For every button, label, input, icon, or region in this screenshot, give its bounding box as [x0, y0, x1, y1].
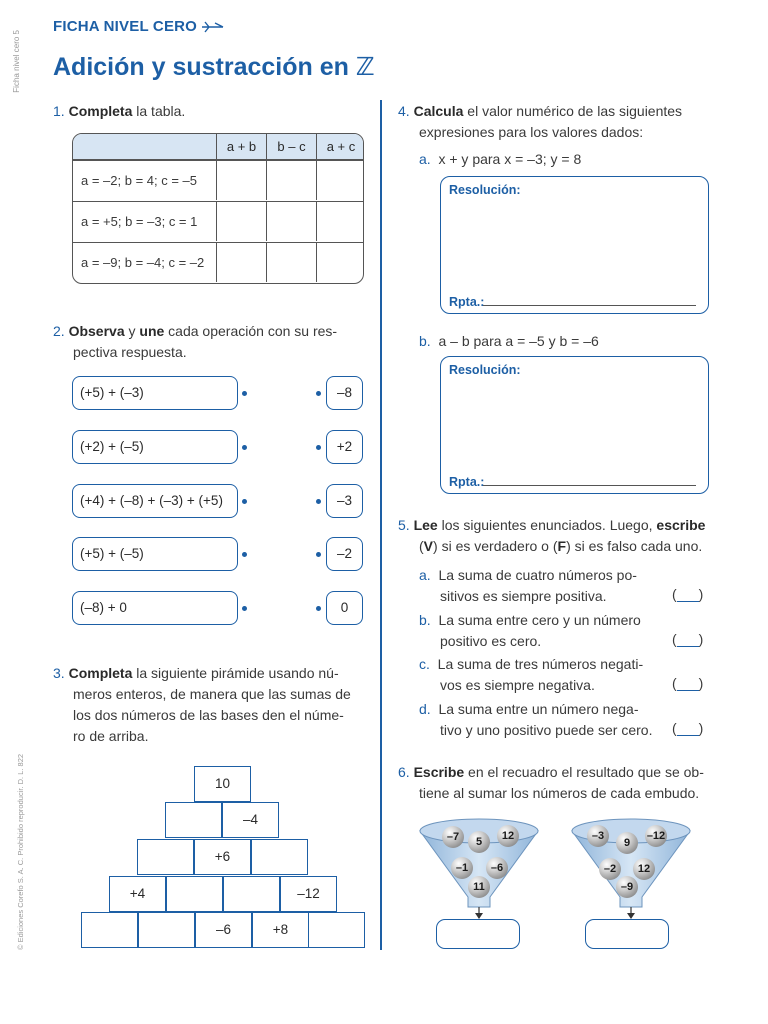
q5-item: d. La suma entre un número nega- tivo y uno positivo puede ser cero. — [419, 701, 653, 738]
pyramid-cell[interactable]: 10 — [194, 766, 251, 802]
number-ball: 12 — [497, 825, 519, 847]
page-title: Adición y sustracción en ℤ — [53, 53, 375, 81]
q1-prompt: 1. Completa la tabla. — [53, 103, 186, 119]
match-dot-left[interactable] — [242, 445, 247, 450]
answer-cell[interactable] — [266, 243, 316, 282]
operation-box: (–8) + 0 — [72, 591, 238, 625]
number-ball: 5 — [468, 831, 490, 853]
answer-cell[interactable] — [216, 161, 266, 200]
values-table — [72, 133, 364, 284]
col-header: b – c — [266, 134, 316, 160]
answer-label: Rpta.: — [449, 475, 485, 489]
true-false-blank[interactable]: ( ) — [672, 675, 704, 691]
answer-cell[interactable] — [316, 161, 364, 200]
pyramid-cell[interactable]: –6 — [195, 912, 252, 948]
number-ball: –7 — [442, 826, 464, 848]
pyramid-cell[interactable] — [138, 912, 195, 948]
table-row — [73, 201, 363, 241]
pyramid-cell[interactable]: –4 — [222, 802, 279, 838]
q5-item: a. La suma de cuatro números po- sitivos es siempre positiva. — [419, 567, 637, 604]
resolution-label: Resolución: — [449, 363, 521, 377]
table-row — [73, 242, 363, 282]
match-dot-left[interactable] — [242, 391, 247, 396]
pyramid-cell[interactable]: +6 — [194, 839, 251, 875]
q4b-label: b. a – b para a = –5 y b = –6 — [419, 333, 599, 349]
answer-label: Rpta.: — [449, 295, 485, 309]
number-ball: –3 — [587, 825, 609, 847]
match-dot-right[interactable] — [316, 391, 321, 396]
match-dot-right[interactable] — [316, 606, 321, 611]
match-dot-right[interactable] — [316, 552, 321, 557]
q5-item: c. La suma de tres números negati- vos es siempre negativa. — [419, 656, 644, 693]
number-ball: –1 — [451, 857, 473, 879]
match-dot-right[interactable] — [316, 499, 321, 504]
answer-cell[interactable] — [216, 202, 266, 241]
number-ball: –12 — [645, 825, 667, 847]
pyramid-cell[interactable] — [223, 876, 280, 912]
answer-box: –8 — [326, 376, 363, 410]
side-label: Ficha nivel cero 5 — [12, 30, 21, 93]
row-label: a = +5; b = –3; c = 1 — [81, 214, 198, 229]
q3-prompt: 3. Completa la siguiente pirámide usando nú- meros enteros, de manera que las sumas de los dos números de las bases den el núme- ro de arriba. — [53, 665, 351, 744]
operation-box: (+2) + (–5) — [72, 430, 238, 464]
pyramid-cell[interactable]: +8 — [252, 912, 309, 948]
result-box-2[interactable] — [585, 919, 669, 949]
match-dot-left[interactable] — [242, 606, 247, 611]
table-row — [73, 160, 363, 200]
answer-box: –2 — [326, 537, 363, 571]
pyramid-cell[interactable]: +4 — [109, 876, 166, 912]
q6-prompt: 6. Escribe en el recuadro el resultado que se ob- tiene al sumar los números de cada embudo. — [398, 764, 704, 801]
column-divider — [380, 100, 382, 950]
operation-box: (+5) + (–3) — [72, 376, 238, 410]
answer-line[interactable] — [483, 485, 696, 486]
answer-cell[interactable] — [266, 202, 316, 241]
answer-cell[interactable] — [266, 161, 316, 200]
answer-cell[interactable] — [216, 243, 266, 282]
q2-prompt: 2. Observa y une cada operación con su res- pectiva respuesta. — [53, 323, 338, 360]
match-dot-left[interactable] — [242, 499, 247, 504]
match-dot-left[interactable] — [242, 552, 247, 557]
row-label: a = –9; b = –4; c = –2 — [81, 255, 205, 270]
match-dot-right[interactable] — [316, 445, 321, 450]
answer-cell[interactable] — [316, 202, 364, 241]
operation-box: (+4) + (–8) + (–3) + (+5) — [72, 484, 238, 518]
true-false-blank[interactable]: ( ) — [672, 631, 704, 647]
pyramid-cell[interactable] — [137, 839, 194, 875]
answer-box: 0 — [326, 591, 363, 625]
answer-line[interactable] — [483, 305, 696, 306]
number-ball: 11 — [468, 876, 490, 898]
q5-prompt: 5. Lee los siguientes enunciados. Luego, escribe (V) si es verdadero o (F) si es falso cada uno. — [398, 517, 706, 554]
number-ball: 9 — [616, 832, 638, 854]
q4a-label: a. x + y para x = –3; y = 8 — [419, 151, 582, 167]
arrow-icon — [201, 21, 225, 33]
answer-cell[interactable] — [316, 243, 364, 282]
resolution-box-b[interactable] — [440, 356, 709, 494]
true-false-blank[interactable]: ( ) — [672, 586, 704, 602]
header-label: FICHA NIVEL CERO — [53, 18, 225, 35]
number-ball: –6 — [486, 857, 508, 879]
answer-box: +2 — [326, 430, 363, 464]
pyramid-cell[interactable] — [165, 802, 222, 838]
resolution-label: Resolución: — [449, 183, 521, 197]
q4-prompt: 4. Calcula el valor numérico de las siguientes expresiones para los valores dados: — [398, 103, 683, 140]
pyramid-cell[interactable]: –12 — [280, 876, 337, 912]
operation-box: (+5) + (–5) — [72, 537, 238, 571]
col-header: a + b — [216, 134, 266, 160]
q5-item: b. La suma entre cero y un número positivo es cero. — [419, 612, 641, 649]
pyramid-cell[interactable] — [308, 912, 365, 948]
pyramid-cell[interactable] — [251, 839, 308, 875]
number-ball: 12 — [633, 858, 655, 880]
pyramid-cell[interactable] — [166, 876, 223, 912]
true-false-blank[interactable]: ( ) — [672, 720, 704, 736]
row-label: a = –2; b = 4; c = –5 — [81, 173, 198, 188]
table-header — [73, 134, 363, 160]
col-header: a + c — [316, 134, 364, 160]
answer-box: –3 — [326, 484, 363, 518]
number-ball: –2 — [599, 858, 621, 880]
number-ball: –9 — [616, 876, 638, 898]
result-box-1[interactable] — [436, 919, 520, 949]
pyramid-cell[interactable] — [81, 912, 138, 948]
resolution-box-a[interactable] — [440, 176, 709, 314]
copyright-text: © Ediciones Corefo S. A. C. Prohibido reproducir. D. L. 822 — [16, 753, 25, 950]
